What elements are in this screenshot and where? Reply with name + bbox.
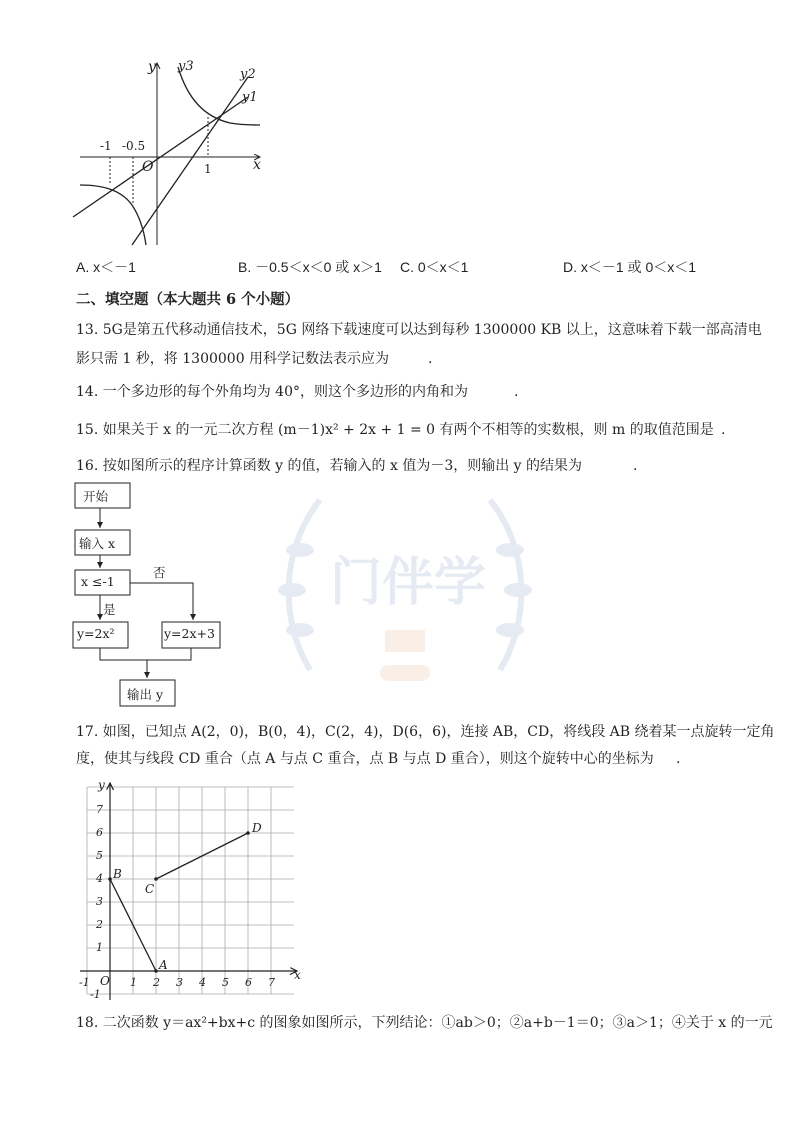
point-label-a: A — [159, 958, 168, 972]
function-graph — [60, 55, 280, 250]
curve-label-y2: y2 — [240, 67, 256, 82]
x-tick-4: 4 — [199, 976, 206, 989]
q14-blank-end: . — [514, 384, 519, 400]
fc-yes-label: 是 — [103, 602, 116, 617]
q14-text: 14. 一个多边形的每个外角均为 40°，则这个多边形的内角和为 — [76, 384, 468, 400]
option-c: C. 0＜x＜1 — [400, 259, 469, 275]
y-tick-3: 3 — [96, 895, 103, 908]
grid-x-label: x — [294, 968, 301, 982]
y-tick-5: 5 — [96, 849, 103, 862]
tick-label-1: 1 — [204, 162, 212, 176]
fc-start-label: 开始 — [83, 489, 109, 504]
curve-y3-lower — [80, 185, 146, 245]
watermark — [270, 470, 540, 700]
y-tick-neg1: -1 — [90, 988, 101, 1001]
y-tick-1: 1 — [96, 941, 103, 954]
section-title: 二、填空题（本大题共 6 个小题） — [76, 291, 300, 308]
grid-origin-label: O — [100, 974, 110, 988]
fc-cond-label: x ≤-1 — [81, 574, 115, 589]
y-tick-6: 6 — [96, 826, 103, 839]
q15-text: 15. 如果关于 x 的一元二次方程 (m－1)x² + 2x + 1 = 0 有两个不相等的实数根，则 m 的取值范围是 — [76, 422, 714, 438]
origin-label: O — [142, 159, 154, 175]
fc-no-label: 否 — [153, 565, 166, 580]
point-label-c: C — [145, 882, 155, 896]
curve-label-y1: y1 — [242, 90, 258, 105]
option-a: A. x＜－1 — [76, 259, 136, 275]
tick-label-neg1: -1 — [100, 139, 112, 153]
x-tick-neg1: -1 — [79, 976, 90, 989]
fc-input-label: 输入 x — [79, 536, 116, 551]
x-tick-1: 1 — [130, 976, 137, 989]
fc-left-fn-label: y=2x² — [77, 626, 115, 641]
fc-right-fn-label: y=2x+3 — [164, 626, 215, 641]
fc-output-label: 输出 y — [127, 687, 164, 702]
y-tick-2: 2 — [96, 918, 103, 931]
point-label-b: B — [113, 867, 122, 881]
x-tick-5: 5 — [222, 976, 229, 989]
x-tick-6: 6 — [245, 976, 252, 989]
y-tick-7: 7 — [96, 803, 103, 816]
q17-line2: 度，使其与线段 CD 重合（点 A 与点 C 重合，点 B 与点 D 重合），则这个旋转中心的坐标为 — [76, 751, 654, 767]
tick-label-neg05: -0.5 — [122, 139, 146, 153]
q16-blank-end: . — [633, 458, 638, 474]
x-tick-7: 7 — [268, 976, 275, 989]
q16-text: 16. 按如图所示的程序计算函数 y 的值，若输入的 x 值为－3，则输出 y 的结果为 — [76, 458, 583, 474]
x-tick-2: 2 — [153, 976, 160, 989]
q13-line2: 影只需 1 秒，将 1300000 用科学记数法表示应为 — [76, 351, 390, 367]
option-d: D. x＜－1 或 0＜x＜1 — [563, 259, 697, 275]
coordinate-grid — [72, 775, 312, 1005]
y-tick-4: 4 — [96, 872, 103, 885]
q13-line1: 13. 5G是第五代移动通信技术，5G 网络下载速度可以达到每秒 1300000 KB 以上，这意味着下载一部高清电 — [76, 322, 762, 338]
x-axis-label: x — [253, 157, 261, 173]
point-label-d: D — [252, 821, 262, 835]
y-axis-label: y — [148, 59, 156, 75]
q15-blank-end: . — [721, 422, 726, 438]
watermark-text: 门伴学 — [330, 553, 487, 613]
curve-label-y3: y3 — [178, 59, 194, 74]
grid-y-label: y — [98, 778, 105, 792]
flowchart — [65, 475, 225, 715]
q18-text: 18. 二次函数 y＝ax²+bx+c 的图象如图所示，下列结论：①ab＞0；②a+b－1＝0；③a＞1；④关于 x 的一元 — [76, 1015, 773, 1031]
option-b: B. －0.5＜x＜0 或 x＞1 — [238, 259, 382, 275]
q13-blank-end: . — [428, 351, 433, 367]
x-tick-3: 3 — [176, 976, 183, 989]
q17-blank-end: . — [676, 751, 681, 767]
q17-line1: 17. 如图，已知点 A(2，0)，B(0，4)，C(2，4)，D(6，6)，连接 AB，CD，将线段 AB 绕着某一点旋转一定角 — [76, 724, 775, 740]
